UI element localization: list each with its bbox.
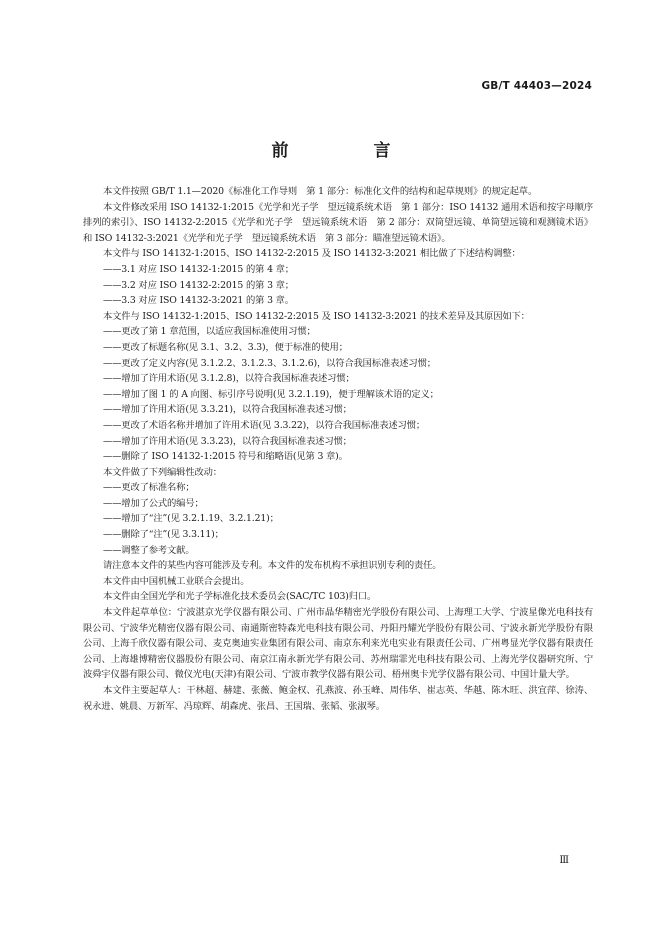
list-item: ——更改了标题名称(见 3.1、3.2、3.3)，便于标准的使用； — [103, 341, 348, 353]
list-item: ——3.2 对应 ISO 14132-2:2015 的第 3 章； — [103, 279, 294, 291]
list-item: ——更改了术语名称并增加了许用术语(见 3.3.22)，以符合我国标准表述习惯； — [103, 419, 425, 431]
paragraph: 请注意本文件的某些内容可能涉及专利。本文件的发布机构不承担识别专利的责任。 — [103, 560, 442, 572]
list-item: ——删除了“注”(见 3.3.11)； — [103, 529, 224, 541]
page-number: Ⅲ — [559, 855, 569, 866]
paragraph: 本文件与 ISO 14132-1:2015、ISO 14132-2:2015 及 ISO 14132-3:2021 的技术差异及其原因如下： — [103, 310, 530, 322]
list-item: ——3.3 对应 ISO 14132-3:2021 的第 3 章。 — [103, 295, 294, 307]
paragraph: 本文件由中国机械工业联合会提出。 — [103, 575, 250, 587]
page-title: 前 言 — [271, 141, 425, 161]
list-item: ——更改了标准名称； — [103, 482, 195, 494]
list-item: ——调整了参考文献。 — [103, 544, 195, 556]
paragraph: 本文件按照 GB/T 1.1—2020《标准化工作导则 第 1 部分：标准化文件的结构和起草规则》的规定起草。 — [103, 186, 538, 197]
list-item: ——更改了第 1 章范围，以适应我国标准使用习惯； — [103, 326, 316, 338]
list-item: ——增加了公式的编号； — [103, 497, 204, 509]
paragraph: 本文件由全国光学和光子学标准化技术委员会(SAC/TC 103)归口。 — [103, 591, 377, 603]
standard-code: GB/T 44403—2024 — [481, 80, 592, 92]
list-item: ——删除了 ISO 14132-1:2015 符号和缩略语(见第 3 章)。 — [103, 451, 348, 463]
list-item: ——增加了许用术语(见 3.1.2.8)，以符合我国标准表述习惯； — [103, 373, 355, 385]
list-item: ——增加了许用术语(见 3.3.23)，以符合我国标准表述习惯； — [103, 435, 352, 447]
paragraph: 本文件起草单位：宁波湛京光学仪器有限公司、广州市晶华精密光学股份有限公司、上海理工大学、宁波星像光电科技有限公司、宁波华光精密仪器有限公司、南通斯密特森光电科技有限公司、丹阳丹耀光学股份有限公司、宁波永新光学股份有限公司、上海千欣仪器有限公司、麦克奥迪实业集团有限公司、南京东利来光电实业有限责任公司、广州粤显光学仪器有限责任公司、上海雄博精密仪器股份有限公司、南京江南永新光学有限公司、苏州瑞霏光电科技有限公司、上海光学仪器研究所、宁波舜宇仪器有限公司、微仪光电(天津)有限公司、宁波市教学仪器有限公司、梧州奥卡光学仪器有限公司、中国计量大学。 — [83, 607, 593, 681]
foreword-body — [83, 184, 593, 714]
list-item: ——3.1 对应 ISO 14132-1:2015 的第 4 章； — [103, 263, 294, 275]
list-item: ——增加了“注”(见 3.2.1.19、3.2.1.21)； — [103, 513, 279, 525]
list-item: ——增加了图 1 的 A 向图、标引序号说明(见 3.2.1.19)，便于理解该术语的定义； — [103, 388, 439, 400]
list-item: ——增加了许用术语(见 3.3.21)，以符合我国标准表述习惯； — [103, 404, 352, 416]
paragraph: 本文件主要起草人：干林超、赫建、张薇、鲍金权、孔燕波、孙玉峰、周伟华、崔志英、华越、陈木旺、洪宜萍、徐涛、祝永进、姚晨、万新军、冯琼辉、胡森虎、张昌、王国瑞、张韬、张淑琴。 — [83, 685, 593, 712]
paragraph: 本文件修改采用 ISO 14132-1:2015《光学和光子学 望远镜系统术语 第 1 部分：ISO 14132 通用术语和按字母顺序排列的索引》、ISO 14132-2:2015《光学和光子学 望远镜系统术语 第 2 部分：双筒望远镜、单筒望远镜和观测镜术语》和 ISO 14132-3:2021《光学和光子学 望远镜系统术语 第 3 部分：瞄准望远镜术语》。 — [83, 201, 593, 244]
paragraph: 本文件与 ISO 14132-1:2015、ISO 14132-2:2015 及 ISO 14132-3:2021 相比做了下述结构调整： — [103, 248, 521, 260]
list-item: ——更改了定义内容(见 3.1.2.2、3.1.2.3、3.1.2.6)，以符合我国标准表述习惯； — [103, 357, 436, 369]
paragraph: 本文件做了下列编辑性改动： — [103, 466, 222, 478]
